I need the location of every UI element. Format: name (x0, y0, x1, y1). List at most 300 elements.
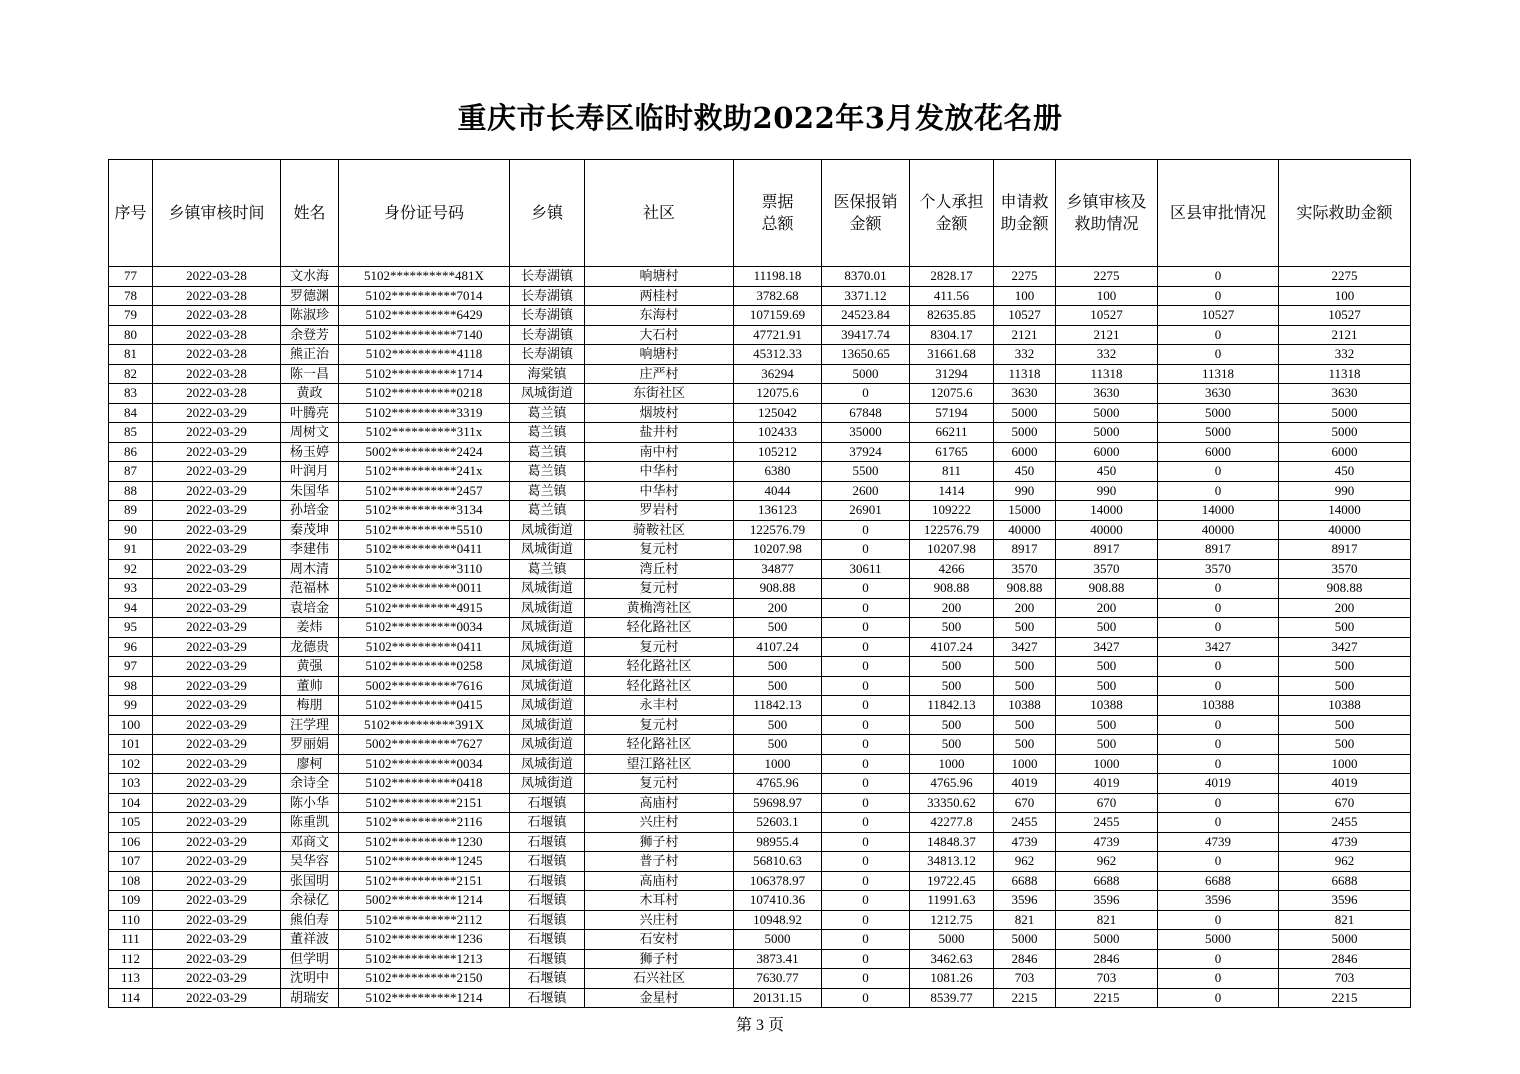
cell-personal-share: 8539.77 (910, 988, 994, 1008)
cell-township: 石堰镇 (510, 930, 585, 950)
cell-requested-amount: 40000 (994, 520, 1056, 540)
cell-personal-share: 82635.85 (910, 306, 994, 326)
cell-township: 葛兰镇 (510, 442, 585, 462)
cell-community: 东街社区 (585, 384, 734, 404)
cell-requested-amount: 670 (994, 793, 1056, 813)
cell-township-review: 3596 (1056, 891, 1158, 911)
cell-id-number: 5102**********1214 (339, 988, 510, 1008)
cell-bill-total: 59698.97 (734, 793, 822, 813)
cell-personal-share: 500 (910, 715, 994, 735)
cell-personal-share: 500 (910, 618, 994, 638)
table-row (109, 559, 1411, 579)
cell-insurance-reimbursed: 2600 (822, 481, 910, 501)
cell-bill-total: 52603.1 (734, 813, 822, 833)
cell-township: 石堰镇 (510, 813, 585, 833)
cell-index: 98 (109, 676, 153, 696)
cell-bill-total: 3873.41 (734, 949, 822, 969)
cell-bill-total: 11842.13 (734, 696, 822, 716)
cell-id-number: 5102**********0034 (339, 754, 510, 774)
cell-community: 石兴社区 (585, 969, 734, 989)
cell-insurance-reimbursed: 0 (822, 520, 910, 540)
cell-id-number: 5102**********391X (339, 715, 510, 735)
cell-district-approval: 0 (1158, 598, 1279, 618)
cell-personal-share: 500 (910, 735, 994, 755)
cell-id-number: 5102**********2150 (339, 969, 510, 989)
cell-index: 81 (109, 345, 153, 365)
cell-actual-amount: 2275 (1279, 267, 1411, 287)
cell-review-date: 2022-03-29 (153, 871, 281, 891)
cell-township: 凤城街道 (510, 715, 585, 735)
cell-district-approval: 0 (1158, 969, 1279, 989)
cell-township: 葛兰镇 (510, 501, 585, 521)
cell-district-approval: 0 (1158, 481, 1279, 501)
cell-community: 轻化路社区 (585, 735, 734, 755)
header-township: 乡镇 (510, 160, 585, 267)
cell-insurance-reimbursed: 0 (822, 696, 910, 716)
cell-township: 葛兰镇 (510, 423, 585, 443)
cell-township: 凤城街道 (510, 384, 585, 404)
cell-insurance-reimbursed: 0 (822, 969, 910, 989)
cell-bill-total: 136123 (734, 501, 822, 521)
cell-township: 石堰镇 (510, 832, 585, 852)
cell-district-approval: 3427 (1158, 637, 1279, 657)
cell-township-review: 14000 (1056, 501, 1158, 521)
cell-index: 108 (109, 871, 153, 891)
relief-roster-table (108, 159, 1411, 1008)
cell-bill-total: 3782.68 (734, 286, 822, 306)
cell-community: 兴庄村 (585, 910, 734, 930)
cell-township-review: 6688 (1056, 871, 1158, 891)
table-row (109, 540, 1411, 560)
cell-actual-amount: 6688 (1279, 871, 1411, 891)
cell-township-review: 821 (1056, 910, 1158, 930)
cell-id-number: 5102**********4118 (339, 345, 510, 365)
cell-review-date: 2022-03-29 (153, 949, 281, 969)
cell-community: 盐井村 (585, 423, 734, 443)
cell-township: 海棠镇 (510, 364, 585, 384)
cell-community: 木耳村 (585, 891, 734, 911)
cell-index: 89 (109, 501, 153, 521)
cell-insurance-reimbursed: 0 (822, 852, 910, 872)
cell-township: 凤城街道 (510, 618, 585, 638)
cell-review-date: 2022-03-28 (153, 364, 281, 384)
cell-actual-amount: 500 (1279, 657, 1411, 677)
cell-name: 邓商文 (281, 832, 339, 852)
cell-requested-amount: 500 (994, 676, 1056, 696)
cell-name: 罗丽娟 (281, 735, 339, 755)
cell-bill-total: 106378.97 (734, 871, 822, 891)
cell-township-review: 5000 (1056, 403, 1158, 423)
table-row (109, 403, 1411, 423)
cell-bill-total: 908.88 (734, 579, 822, 599)
cell-requested-amount: 703 (994, 969, 1056, 989)
table-row (109, 306, 1411, 326)
cell-requested-amount: 2215 (994, 988, 1056, 1008)
cell-actual-amount: 4739 (1279, 832, 1411, 852)
cell-township: 凤城街道 (510, 735, 585, 755)
cell-township-review: 332 (1056, 345, 1158, 365)
table-row (109, 657, 1411, 677)
cell-review-date: 2022-03-29 (153, 969, 281, 989)
cell-index: 99 (109, 696, 153, 716)
cell-bill-total: 1000 (734, 754, 822, 774)
cell-community: 高庙村 (585, 871, 734, 891)
cell-insurance-reimbursed: 5000 (822, 364, 910, 384)
cell-district-approval: 5000 (1158, 423, 1279, 443)
cell-community: 大石村 (585, 325, 734, 345)
cell-township-review: 990 (1056, 481, 1158, 501)
cell-index: 103 (109, 774, 153, 794)
cell-personal-share: 31294 (910, 364, 994, 384)
cell-bill-total: 122576.79 (734, 520, 822, 540)
cell-insurance-reimbursed: 37924 (822, 442, 910, 462)
cell-personal-share: 1000 (910, 754, 994, 774)
cell-insurance-reimbursed: 0 (822, 540, 910, 560)
cell-requested-amount: 500 (994, 735, 1056, 755)
cell-name: 陈小华 (281, 793, 339, 813)
cell-actual-amount: 2846 (1279, 949, 1411, 969)
cell-id-number: 5102**********0218 (339, 384, 510, 404)
cell-insurance-reimbursed: 0 (822, 384, 910, 404)
cell-community: 高庙村 (585, 793, 734, 813)
cell-requested-amount: 1000 (994, 754, 1056, 774)
cell-index: 83 (109, 384, 153, 404)
cell-index: 91 (109, 540, 153, 560)
cell-index: 85 (109, 423, 153, 443)
cell-index: 114 (109, 988, 153, 1008)
cell-index: 88 (109, 481, 153, 501)
cell-index: 93 (109, 579, 153, 599)
cell-actual-amount: 500 (1279, 735, 1411, 755)
cell-requested-amount: 908.88 (994, 579, 1056, 599)
cell-name: 杨玉婷 (281, 442, 339, 462)
cell-actual-amount: 2455 (1279, 813, 1411, 833)
cell-personal-share: 11842.13 (910, 696, 994, 716)
cell-district-approval: 0 (1158, 735, 1279, 755)
cell-requested-amount: 2846 (994, 949, 1056, 969)
cell-insurance-reimbursed: 0 (822, 910, 910, 930)
cell-bill-total: 10207.98 (734, 540, 822, 560)
cell-requested-amount: 962 (994, 852, 1056, 872)
table-row (109, 364, 1411, 384)
table-row (109, 832, 1411, 852)
cell-index: 113 (109, 969, 153, 989)
cell-township-review: 962 (1056, 852, 1158, 872)
cell-district-approval: 0 (1158, 579, 1279, 599)
table-row (109, 286, 1411, 306)
cell-insurance-reimbursed: 0 (822, 813, 910, 833)
cell-township: 长寿湖镇 (510, 345, 585, 365)
cell-personal-share: 8304.17 (910, 325, 994, 345)
cell-township-review: 4019 (1056, 774, 1158, 794)
cell-actual-amount: 3630 (1279, 384, 1411, 404)
cell-district-approval: 0 (1158, 657, 1279, 677)
page-title: 重庆市长寿区临时救助2022年3月发放花名册 (457, 101, 1063, 135)
cell-township: 石堰镇 (510, 910, 585, 930)
cell-district-approval: 4739 (1158, 832, 1279, 852)
cell-bill-total: 500 (734, 618, 822, 638)
cell-id-number: 5002**********1214 (339, 891, 510, 911)
cell-review-date: 2022-03-29 (153, 715, 281, 735)
cell-township: 石堰镇 (510, 988, 585, 1008)
cell-personal-share: 200 (910, 598, 994, 618)
cell-insurance-reimbursed: 0 (822, 676, 910, 696)
cell-township: 长寿湖镇 (510, 286, 585, 306)
cell-id-number: 5102**********3110 (339, 559, 510, 579)
cell-personal-share: 1212.75 (910, 910, 994, 930)
cell-personal-share: 5000 (910, 930, 994, 950)
cell-index: 107 (109, 852, 153, 872)
cell-township: 凤城街道 (510, 696, 585, 716)
cell-bill-total: 20131.15 (734, 988, 822, 1008)
cell-district-approval: 0 (1158, 852, 1279, 872)
cell-township: 石堰镇 (510, 891, 585, 911)
table-row (109, 423, 1411, 443)
table-row (109, 637, 1411, 657)
table-row (109, 910, 1411, 930)
cell-requested-amount: 2275 (994, 267, 1056, 287)
cell-township-review: 11318 (1056, 364, 1158, 384)
cell-requested-amount: 500 (994, 715, 1056, 735)
cell-township: 葛兰镇 (510, 559, 585, 579)
cell-id-number: 5102**********3134 (339, 501, 510, 521)
cell-requested-amount: 5000 (994, 403, 1056, 423)
cell-personal-share: 2828.17 (910, 267, 994, 287)
cell-review-date: 2022-03-29 (153, 891, 281, 911)
table-row (109, 930, 1411, 950)
cell-review-date: 2022-03-29 (153, 637, 281, 657)
cell-id-number: 5102**********4915 (339, 598, 510, 618)
table-row (109, 345, 1411, 365)
cell-township: 葛兰镇 (510, 481, 585, 501)
cell-township: 石堰镇 (510, 871, 585, 891)
cell-township: 长寿湖镇 (510, 306, 585, 326)
cell-requested-amount: 100 (994, 286, 1056, 306)
cell-township: 长寿湖镇 (510, 267, 585, 287)
cell-district-approval: 10527 (1158, 306, 1279, 326)
cell-name: 文水海 (281, 267, 339, 287)
cell-township: 石堰镇 (510, 852, 585, 872)
table-row (109, 267, 1411, 287)
cell-personal-share: 34813.12 (910, 852, 994, 872)
cell-personal-share: 4765.96 (910, 774, 994, 794)
cell-township-review: 2275 (1056, 267, 1158, 287)
cell-index: 110 (109, 910, 153, 930)
table-row (109, 715, 1411, 735)
cell-id-number: 5002**********7616 (339, 676, 510, 696)
cell-id-number: 5102**********1230 (339, 832, 510, 852)
cell-id-number: 5102**********2151 (339, 793, 510, 813)
cell-name: 董帅 (281, 676, 339, 696)
header-id-number: 身份证号码 (339, 160, 510, 267)
cell-insurance-reimbursed: 0 (822, 657, 910, 677)
cell-community: 轻化路社区 (585, 657, 734, 677)
cell-community: 石安村 (585, 930, 734, 950)
cell-actual-amount: 500 (1279, 676, 1411, 696)
table-row (109, 520, 1411, 540)
cell-personal-share: 14848.37 (910, 832, 994, 852)
cell-id-number: 5102**********481X (339, 267, 510, 287)
cell-township: 凤城街道 (510, 598, 585, 618)
cell-id-number: 5102**********311x (339, 423, 510, 443)
cell-id-number: 5102**********5510 (339, 520, 510, 540)
cell-name: 陈一昌 (281, 364, 339, 384)
cell-index: 104 (109, 793, 153, 813)
cell-requested-amount: 3427 (994, 637, 1056, 657)
cell-community: 复元村 (585, 774, 734, 794)
cell-insurance-reimbursed: 67848 (822, 403, 910, 423)
cell-actual-amount: 40000 (1279, 520, 1411, 540)
cell-personal-share: 57194 (910, 403, 994, 423)
cell-name: 余诗全 (281, 774, 339, 794)
cell-index: 80 (109, 325, 153, 345)
cell-personal-share: 122576.79 (910, 520, 994, 540)
cell-requested-amount: 4019 (994, 774, 1056, 794)
cell-id-number: 5002**********7627 (339, 735, 510, 755)
cell-district-approval: 14000 (1158, 501, 1279, 521)
cell-township: 凤城街道 (510, 540, 585, 560)
cell-township: 凤城街道 (510, 520, 585, 540)
cell-review-date: 2022-03-29 (153, 696, 281, 716)
cell-requested-amount: 11318 (994, 364, 1056, 384)
table-header-row (109, 160, 1411, 267)
cell-requested-amount: 450 (994, 462, 1056, 482)
cell-review-date: 2022-03-29 (153, 442, 281, 462)
cell-name: 李建伟 (281, 540, 339, 560)
cell-district-approval: 5000 (1158, 930, 1279, 950)
cell-actual-amount: 962 (1279, 852, 1411, 872)
cell-actual-amount: 5000 (1279, 423, 1411, 443)
page-number: 第 3 页 (735, 1017, 784, 1034)
cell-insurance-reimbursed: 13650.65 (822, 345, 910, 365)
cell-district-approval: 6688 (1158, 871, 1279, 891)
cell-bill-total: 56810.63 (734, 852, 822, 872)
table-row (109, 735, 1411, 755)
cell-requested-amount: 990 (994, 481, 1056, 501)
cell-index: 105 (109, 813, 153, 833)
cell-insurance-reimbursed: 0 (822, 949, 910, 969)
cell-review-date: 2022-03-29 (153, 520, 281, 540)
cell-township-review: 6000 (1056, 442, 1158, 462)
cell-township: 凤城街道 (510, 676, 585, 696)
cell-name: 陈重凯 (281, 813, 339, 833)
cell-community: 复元村 (585, 540, 734, 560)
header-name: 姓名 (281, 160, 339, 267)
cell-actual-amount: 3427 (1279, 637, 1411, 657)
cell-review-date: 2022-03-29 (153, 540, 281, 560)
cell-actual-amount: 3596 (1279, 891, 1411, 911)
cell-requested-amount: 2455 (994, 813, 1056, 833)
cell-requested-amount: 10388 (994, 696, 1056, 716)
cell-index: 101 (109, 735, 153, 755)
cell-district-approval: 0 (1158, 345, 1279, 365)
cell-index: 79 (109, 306, 153, 326)
cell-review-date: 2022-03-29 (153, 832, 281, 852)
cell-index: 77 (109, 267, 153, 287)
cell-id-number: 5102**********2151 (339, 871, 510, 891)
cell-district-approval: 0 (1158, 949, 1279, 969)
cell-insurance-reimbursed: 3371.12 (822, 286, 910, 306)
cell-community: 望江路社区 (585, 754, 734, 774)
cell-insurance-reimbursed: 0 (822, 793, 910, 813)
cell-district-approval: 0 (1158, 325, 1279, 345)
cell-index: 96 (109, 637, 153, 657)
cell-name: 周树文 (281, 423, 339, 443)
cell-id-number: 5102**********1245 (339, 852, 510, 872)
cell-review-date: 2022-03-29 (153, 735, 281, 755)
cell-township-review: 100 (1056, 286, 1158, 306)
cell-index: 92 (109, 559, 153, 579)
table-row (109, 676, 1411, 696)
cell-actual-amount: 450 (1279, 462, 1411, 482)
cell-bill-total: 105212 (734, 442, 822, 462)
cell-id-number: 5102**********0011 (339, 579, 510, 599)
table-row (109, 384, 1411, 404)
table-row (109, 988, 1411, 1008)
cell-review-date: 2022-03-28 (153, 325, 281, 345)
cell-community: 东海村 (585, 306, 734, 326)
cell-name: 黄政 (281, 384, 339, 404)
cell-bill-total: 47721.91 (734, 325, 822, 345)
cell-review-date: 2022-03-29 (153, 852, 281, 872)
cell-actual-amount: 1000 (1279, 754, 1411, 774)
cell-township: 葛兰镇 (510, 403, 585, 423)
cell-name: 孙培金 (281, 501, 339, 521)
cell-personal-share: 66211 (910, 423, 994, 443)
cell-requested-amount: 6000 (994, 442, 1056, 462)
cell-insurance-reimbursed: 0 (822, 832, 910, 852)
cell-personal-share: 61765 (910, 442, 994, 462)
cell-review-date: 2022-03-29 (153, 423, 281, 443)
cell-district-approval: 0 (1158, 618, 1279, 638)
cell-name: 袁培金 (281, 598, 339, 618)
cell-bill-total: 200 (734, 598, 822, 618)
table-row (109, 774, 1411, 794)
cell-review-date: 2022-03-29 (153, 559, 281, 579)
cell-actual-amount: 908.88 (1279, 579, 1411, 599)
cell-township: 石堰镇 (510, 969, 585, 989)
cell-name: 黄强 (281, 657, 339, 677)
cell-township: 凤城街道 (510, 754, 585, 774)
cell-community: 狮子村 (585, 832, 734, 852)
cell-township-review: 3630 (1056, 384, 1158, 404)
cell-actual-amount: 10527 (1279, 306, 1411, 326)
cell-actual-amount: 10388 (1279, 696, 1411, 716)
cell-insurance-reimbursed: 35000 (822, 423, 910, 443)
cell-community: 骑鞍社区 (585, 520, 734, 540)
cell-bill-total: 36294 (734, 364, 822, 384)
cell-community: 复元村 (585, 715, 734, 735)
cell-community: 黄桷湾社区 (585, 598, 734, 618)
cell-township-review: 703 (1056, 969, 1158, 989)
cell-personal-share: 33350.62 (910, 793, 994, 813)
cell-community: 永丰村 (585, 696, 734, 716)
cell-district-approval: 0 (1158, 988, 1279, 1008)
cell-index: 87 (109, 462, 153, 482)
cell-actual-amount: 990 (1279, 481, 1411, 501)
cell-requested-amount: 3630 (994, 384, 1056, 404)
header-actual-amount: 实际救助金额 (1279, 160, 1411, 267)
cell-id-number: 5102**********2457 (339, 481, 510, 501)
cell-township-review: 2846 (1056, 949, 1158, 969)
cell-id-number: 5102**********241x (339, 462, 510, 482)
cell-requested-amount: 2121 (994, 325, 1056, 345)
cell-actual-amount: 500 (1279, 715, 1411, 735)
cell-review-date: 2022-03-29 (153, 793, 281, 813)
cell-township-review: 5000 (1056, 423, 1158, 443)
cell-personal-share: 411.56 (910, 286, 994, 306)
cell-township-review: 908.88 (1056, 579, 1158, 599)
